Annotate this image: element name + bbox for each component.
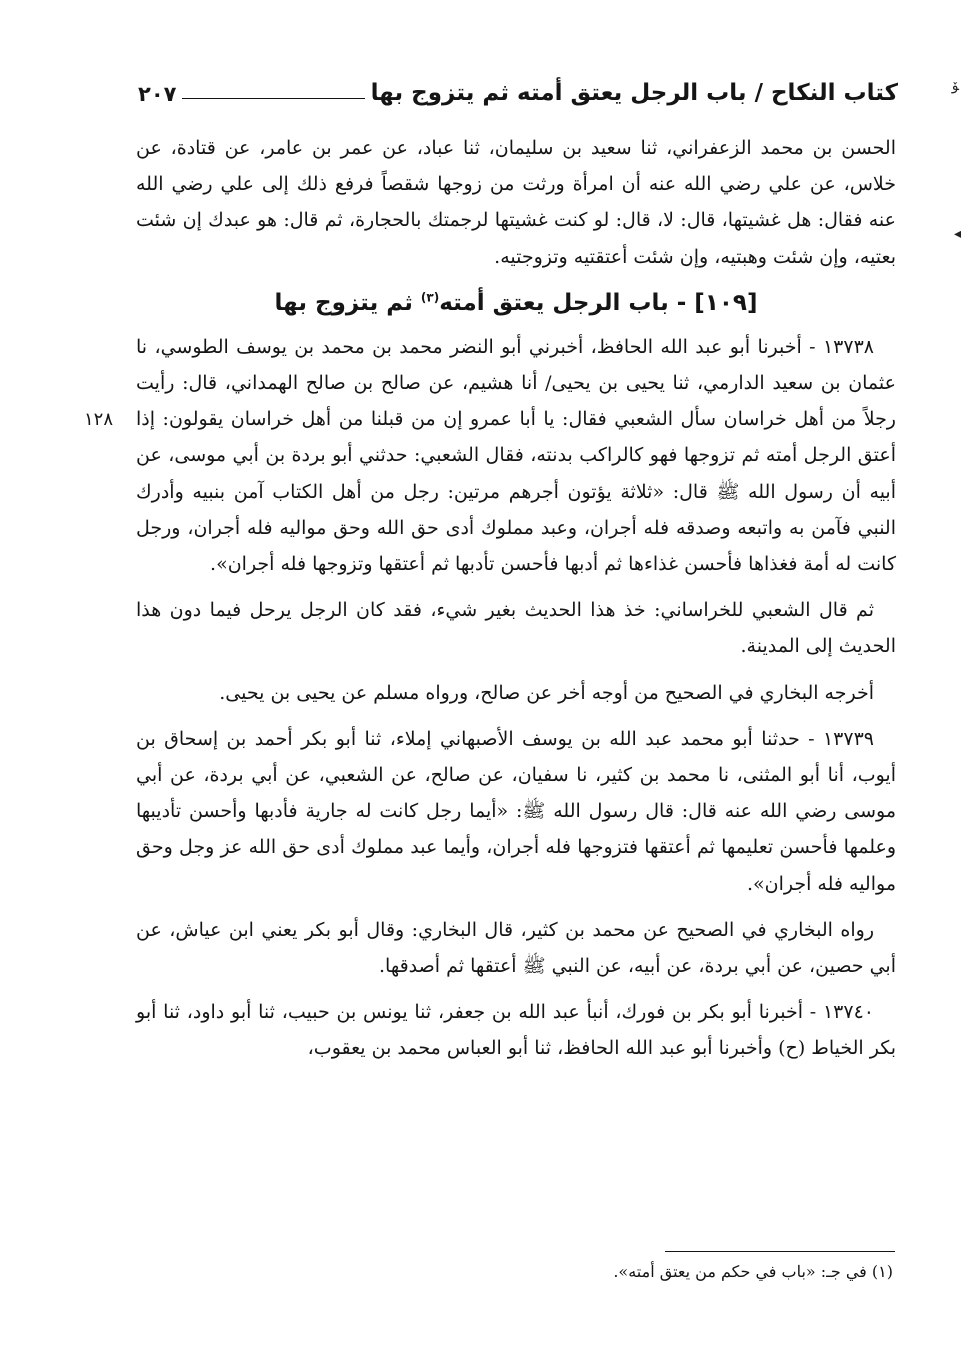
footnote-rule: [665, 1251, 895, 1252]
running-header: [138, 72, 898, 106]
footnote: (١) في جـ: «باب في حكم من يعتق أمته».: [613, 1262, 893, 1281]
header-title: كتاب النكاح / باب الرجل يعتق أمته ثم يتزوج بها: [370, 80, 898, 106]
paragraph-1: الحسن بن محمد الزعفراني، ثنا سعيد بن سليمان، ثنا عباد، عن عمر بن عامر، عن قتادة، عن خلاس، عن علي رضي الله عنه أن امرأة ورثت من زوجها شقصاً فرفع ذلك إلى علي رضي الله عنه فقال: هل غشيتها، قال: لا، قال: لو كنت غشيتها لرجمتك بالحجارة، ثم قال: هو عبدك إن شئت بعتيه، وإن شئت وهبتيه، وإن شئت أعتقتيه وتزوجتيه.: [136, 137, 896, 268]
page-number: ٢٠٧: [138, 82, 177, 106]
edge-mark-side: ◂: [953, 226, 961, 242]
hadith-13738: ١٣٧٣٨ - أخبرنا أبو عبد الله الحافظ، أخبرني أبو النضر محمد بن محمد بن يوسف الطوسي، نا عثمان بن سعيد الدارمي، ثنا يحيى بن يحيى/ أنا هشيم، عن صالح بن صالح الهمداني، قال: رأيت رجلاً من أهل خراسان سأل الشعبي فقال: يا أبا عمرو إن من قبلنا من أهل خراسان يقولون: إذا أعتق الرجل أمته ثم تزوجها فهو كالراكب بدنته، فقال الشعبي: حدثني أبو بردة بن أبي موسى، عن أبيه أن رسول الله ﷺ قال: «ثلاثة يؤتون أجرهم مرتين: رجل من أهل الكتاب آمن بنبيه وأدرك النبي فآمن به واتبعه وصدقه فله أجران، وعبد مملوك أدى حق الله وحق مواليه فله أجران، ورجل كانت له أمة فغذاها فأحسن غذاءها ثم أدبها فأحسن تأدبها ثم أعتقها وتزوجها فله أجران».: [136, 335, 896, 576]
hadith-13740: ١٣٧٤٠ - أخبرنا أبو بكر بن فورك، أنبأ عبد الله بن جعفر، ثنا يونس بن حبيب، ثنا أبو داود، ثنا أبو بكر الخياط (ح) وأخبرنا أبو عبد الله الحافظ، ثنا أبو العباس محمد بن يعقوب،: [136, 1001, 896, 1060]
chapter-heading: [136, 283, 896, 323]
chapter-title: [١٠٩] - باب الرجل يعتق أمته: [439, 289, 758, 316]
hadith-13739: ١٣٧٣٩ - حدثنا أبو محمد عبد الله بن يوسف الأصبهاني إملاء، ثنا أبو بكر أحمد بن إسحاق بن أيوب، أنا أبو المثنى، نا محمد بن كثير، نا سفيان، عن صالح، عن الشعبي، عن أبي بردة، عن أبي موسى رضي الله عنه قال: قال رسول الله ﷺ: «أيما رجل كانت له جارية فأدبها وأحسن تأديبها وعلمها فأحسن تعليمها ثم أعتقها فتزوجها فله أجران، وأيما عبد مملوك أدى حق الله عز وجل وحق مواليه فله أجران».: [136, 727, 896, 895]
edge-mark-top: ﯚ: [951, 78, 959, 94]
paragraph-shabi-comment: ثم قال الشعبي للخراساني: خذ هذا الحديث بغير شيء، فقد كان الرجل يرحل فيما دون هذا الحديث إلى المدينة.: [136, 599, 896, 658]
paragraph-takhrij-1: أخرجه البخاري في الصحيح من أوجه أخر عن صالح، ورواه مسلم عن يحيى بن يحيى.: [219, 681, 874, 704]
margin-reference: ١٢٨: [84, 409, 114, 430]
main-text: [136, 130, 896, 1067]
paragraph-takhrij-2: رواه البخاري في الصحيح عن محمد بن كثير، قال البخاري: وقال أبو بكر يعني ابن عياش، عن أبي حصين، عن أبي بردة، عن أبيه، عن النبي ﷺ أعتقها ثم أصدقها.: [136, 918, 896, 978]
chapter-title-end: ثم يتزوج بها: [274, 289, 421, 316]
chapter-footnote-ref: (٣): [420, 290, 440, 305]
header-rule: [182, 98, 364, 99]
